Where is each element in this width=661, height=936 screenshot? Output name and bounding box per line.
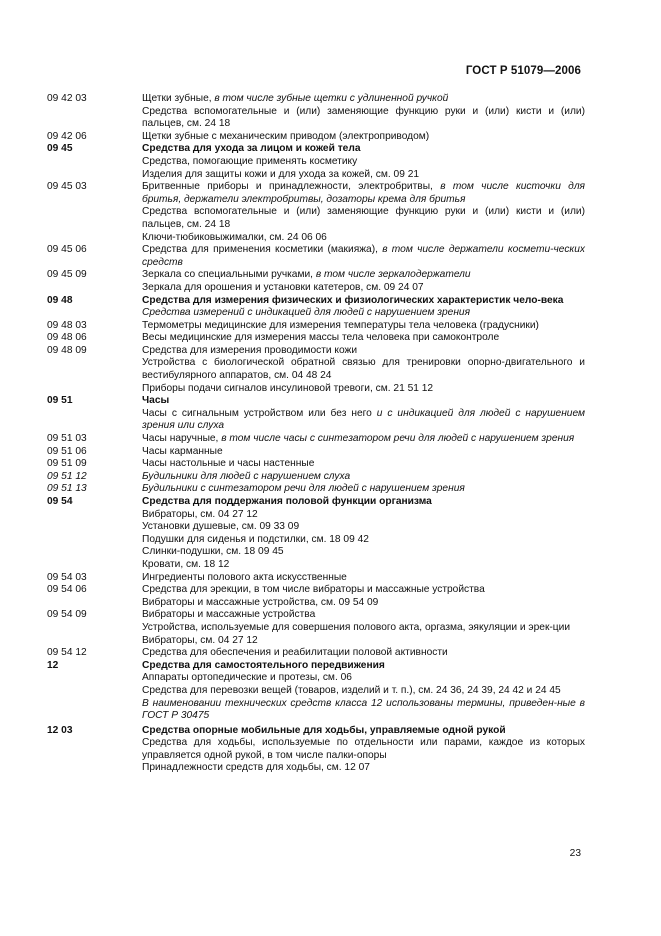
entry-code: 09 45 06 (47, 244, 87, 256)
entry-description (142, 572, 585, 585)
entry-row (47, 559, 585, 572)
entry-code (47, 169, 142, 182)
entry-text: Щетки зубные, (142, 93, 215, 104)
entry-row (47, 483, 585, 496)
entry-row (47, 106, 585, 131)
entry-text: Весы медицинские для измерения массы тела человека при самоконтроле (142, 332, 500, 344)
entry-text: в том числе кисточки для бритья, держатели электробритвы, дозаторы крема для бритья (142, 181, 586, 205)
entry-description (142, 320, 585, 333)
entry-code (47, 546, 142, 559)
entry-code: 09 42 06 (47, 130, 87, 142)
entry-text: Подушки для сиденья и подстилки, см. 18 09 42 (142, 533, 369, 545)
standard-header: ГОСТ Р 51079—2006 (465, 65, 581, 77)
entry-text: Принадлежности средств для ходьбы, см. 12 07 (142, 762, 370, 774)
entry-row (47, 408, 585, 433)
entry-text: Часы карманные (142, 445, 223, 457)
entry-row (47, 458, 585, 471)
entry-code: 09 45 (47, 143, 73, 155)
entry-row (47, 509, 585, 522)
entry-row (47, 584, 585, 597)
entry-row (47, 395, 585, 408)
entry-code (47, 383, 142, 396)
entry-text: Средства вспомогательные и (или) заменяющие функцию руки и (или) кисти и (или) пальцев, см. 24 18 (142, 206, 585, 230)
entry-code (47, 307, 142, 320)
entry-description (142, 685, 585, 698)
entry-text: Средства для ухода за лицом и кожей тела (142, 143, 361, 155)
entry-code: 09 48 03 (47, 319, 87, 331)
entry-row (47, 206, 585, 231)
entry-code (47, 156, 142, 169)
entry-code: 09 51 06 (47, 445, 87, 457)
entry-code: 09 54 12 (47, 647, 87, 659)
entry-code (47, 622, 142, 635)
entry-code (47, 635, 142, 648)
entry-text: Зеркала со специальными ручками, (142, 269, 316, 281)
entry-row (47, 320, 585, 333)
entry-text: Средства для самостоятельного передвижения (142, 659, 385, 671)
entry-code (47, 408, 142, 433)
entry-text: Часы наручные, (142, 433, 222, 445)
entry-description (142, 383, 585, 396)
entry-description (142, 345, 585, 358)
entry-row (47, 295, 585, 308)
entry-row (47, 93, 585, 106)
entry-text: Бритвенные приборы и принадлежности, электробритвы, (142, 181, 441, 193)
entry-row (47, 156, 585, 169)
entry-text: Вибраторы, см. 04 27 12 (142, 508, 258, 520)
entry-code (47, 206, 142, 231)
entry-description (142, 483, 585, 496)
entry-description (142, 307, 585, 320)
entry-code: 09 51 12 (47, 470, 87, 482)
entry-code (47, 521, 142, 534)
entry-description (142, 282, 585, 295)
entry-code (47, 685, 142, 698)
entry-code: 09 45 03 (47, 181, 87, 193)
entry-row (47, 698, 585, 723)
entry-row (47, 269, 585, 282)
entry-code: 09 54 09 (47, 609, 87, 621)
entry-text: Щетки зубные с механическим приводом (электроприводом) (142, 130, 430, 142)
entry-description (142, 408, 585, 433)
entry-text: Приборы подачи сигналов инсулиновой тревоги, см. 21 51 12 (142, 382, 434, 394)
entry-text: Средства для перевозки вещей (товаров, изделий и т. п.), см. 24 36, 24 39, 24 42 и 24 45 (142, 684, 561, 696)
entry-code: 09 42 03 (47, 93, 87, 104)
entry-description (142, 471, 585, 484)
entry-text: Средства для применения косметики (макияжа), (142, 244, 383, 256)
entry-description (142, 169, 585, 182)
entry-text: Ключи-тюбиковыжималки, см. 24 06 06 (142, 231, 327, 243)
entry-row (47, 672, 585, 685)
entry-description (142, 156, 585, 169)
entry-row (47, 307, 585, 320)
entry-row (47, 521, 585, 534)
entry-code: 09 51 (47, 395, 73, 407)
entry-description (142, 395, 585, 408)
entry-text: Средства для ходьбы, используемые по отдельности или парами, каждое из которых управляется одной рукой, в том числе палки-опоры (142, 737, 585, 761)
entry-row (47, 572, 585, 585)
entry-code: 09 48 06 (47, 332, 87, 344)
entry-description (142, 357, 585, 382)
entry-text: Средства измерений с индикацией для людей с нарушением зрения (142, 307, 471, 319)
entry-text: Часы с сигнальным устройством или без него (142, 407, 377, 419)
entry-description (142, 106, 585, 131)
entry-description (142, 762, 585, 775)
entry-row (47, 383, 585, 396)
entry-code (47, 509, 142, 522)
entry-text: в том числе зубные щетки с удлиненной ручкой (214, 93, 449, 104)
entry-text: Слинки-подушки, см. 18 09 45 (142, 546, 284, 558)
entry-row (47, 332, 585, 345)
entry-row (47, 282, 585, 295)
entry-code (47, 672, 142, 685)
entry-text: Термометры медицинские для измерения температуры тела человека (градусники) (142, 319, 539, 331)
entry-code: 09 54 03 (47, 571, 87, 583)
entry-row (47, 725, 585, 738)
entry-row (47, 169, 585, 182)
entry-text: Кровати, см. 18 12 (142, 558, 230, 570)
entry-description (142, 509, 585, 522)
entry-text: Установки душевые, см. 09 33 09 (142, 521, 300, 533)
entry-text: Зеркала для орошения и установки катетеров, см. 09 24 07 (142, 281, 424, 293)
entry-code: 09 51 13 (47, 483, 87, 495)
entry-description (142, 559, 585, 572)
entry-text: в том числе часы с синтезатором речи для людей с нарушением зрения (221, 433, 575, 445)
entry-description (142, 446, 585, 459)
entry-text: Средства для измерения проводимости кожи (142, 344, 358, 356)
entry-description (142, 232, 585, 245)
entry-row (47, 762, 585, 775)
entry-description (142, 131, 585, 144)
entry-code: 09 48 (47, 294, 73, 306)
entry-description (142, 332, 585, 345)
classification-entries (47, 93, 585, 775)
entry-text: Часы настольные и часы настенные (142, 458, 315, 470)
entry-code: 12 (47, 659, 59, 671)
entry-text: и с индикацией для людей с нарушением зрения или слуха (142, 407, 586, 432)
entry-text: Вибраторы и массажные устройства (142, 609, 316, 621)
entry-code: 12 03 (47, 724, 73, 736)
entry-text: Вибраторы, см. 04 27 12 (142, 634, 258, 646)
entry-row (47, 471, 585, 484)
entry-text: Аппараты ортопедические и протезы, см. 06 (142, 672, 352, 684)
entry-description (142, 181, 585, 206)
entry-description (142, 597, 585, 610)
entry-row (47, 534, 585, 547)
entry-text: Средства, помогающие применять косметику (142, 155, 358, 167)
entry-row (47, 181, 585, 206)
entry-code (47, 357, 142, 382)
entry-code: 09 54 (47, 496, 73, 507)
entry-text: Средства для поддержания половой функции организма (142, 496, 432, 507)
entry-code: 09 51 03 (47, 433, 87, 445)
entry-description (142, 521, 585, 534)
entry-row (47, 446, 585, 459)
entry-row (47, 143, 585, 156)
entry-text: Средства для обеспечения и реабилитации половой активности (142, 647, 448, 659)
entry-description (142, 635, 585, 648)
entry-row (47, 647, 585, 660)
entry-description (142, 584, 585, 597)
entry-code: 09 48 09 (47, 344, 87, 356)
entry-row (47, 496, 585, 509)
entry-row (47, 685, 585, 698)
entry-description (142, 725, 585, 738)
entry-description (142, 458, 585, 471)
entry-text: Средства для эрекции, в том числе вибраторы и массажные устройства (142, 584, 485, 596)
entry-code (47, 282, 142, 295)
entry-description (142, 660, 585, 673)
entry-description (142, 433, 585, 446)
entry-description (142, 206, 585, 231)
entry-text: В наименовании технических средств класса 12 использованы термины, приведен-ные в ГОСТ Р 30475 (142, 697, 585, 722)
entry-text: Устройства с биологической обратной связью для тренировки опорно-двигательного и вестибулярного аппаратов, см. 04 48 24 (142, 357, 585, 382)
entry-text: Ингредиенты полового акта искусственные (142, 571, 347, 583)
entry-row (47, 244, 585, 269)
entry-description (142, 647, 585, 660)
entry-text: в том числе зеркалодержатели (315, 269, 471, 281)
entry-row (47, 609, 585, 622)
entry-description (142, 534, 585, 547)
entry-text: Устройства, используемые для совершения полового акта, оргазма, эякуляции и эрек-ции (142, 621, 571, 633)
entry-code (47, 534, 142, 547)
entry-text: Средства для измерения физических и физиологических характеристик чело-века (142, 294, 564, 306)
entry-description (142, 496, 585, 509)
entry-row (47, 232, 585, 245)
entry-row (47, 660, 585, 673)
entry-code (47, 597, 142, 610)
entry-code (47, 737, 142, 762)
entry-row (47, 737, 585, 762)
entry-code: 09 51 09 (47, 458, 87, 470)
entry-description (142, 672, 585, 685)
entry-row (47, 131, 585, 144)
entry-code (47, 762, 142, 775)
entry-text: Изделия для защиты кожи и для ухода за кожей, см. 09 21 (142, 168, 420, 180)
entry-text: Вибраторы и массажные устройства, см. 09 54 09 (142, 596, 379, 608)
entry-description (142, 143, 585, 156)
entry-description (142, 737, 585, 762)
page-number: 23 (569, 848, 581, 859)
entry-row (47, 622, 585, 635)
entry-text: Будильники для людей с нарушением слуха (142, 470, 351, 482)
entry-text: Средства вспомогательные и (или) заменяющие функцию руки и (или) кисти и (или) пальцев, см. 24 18 (142, 105, 585, 130)
entry-description (142, 295, 585, 308)
entry-row (47, 433, 585, 446)
entry-code: 09 45 09 (47, 269, 87, 281)
entry-row (47, 635, 585, 648)
entry-code: 09 54 06 (47, 584, 87, 596)
entry-code (47, 559, 142, 572)
entry-description (142, 546, 585, 559)
entry-row (47, 345, 585, 358)
entry-code (47, 106, 142, 131)
entry-text: в том числе держатели космети-ческих средств (142, 244, 585, 268)
entry-row (47, 597, 585, 610)
entry-description (142, 622, 585, 635)
entry-code (47, 698, 142, 723)
entry-description (142, 93, 585, 106)
entry-text: Средства опорные мобильные для ходьбы, управляемые одной рукой (142, 724, 506, 736)
entry-description (142, 698, 585, 723)
entry-code (47, 232, 142, 245)
entry-description (142, 609, 585, 622)
entry-row (47, 357, 585, 382)
entry-text: Будильники с синтезатором речи для людей с нарушением зрения (142, 483, 465, 495)
entry-description (142, 269, 585, 282)
entry-row (47, 546, 585, 559)
entry-description (142, 244, 585, 269)
entry-text: Часы (142, 395, 170, 407)
